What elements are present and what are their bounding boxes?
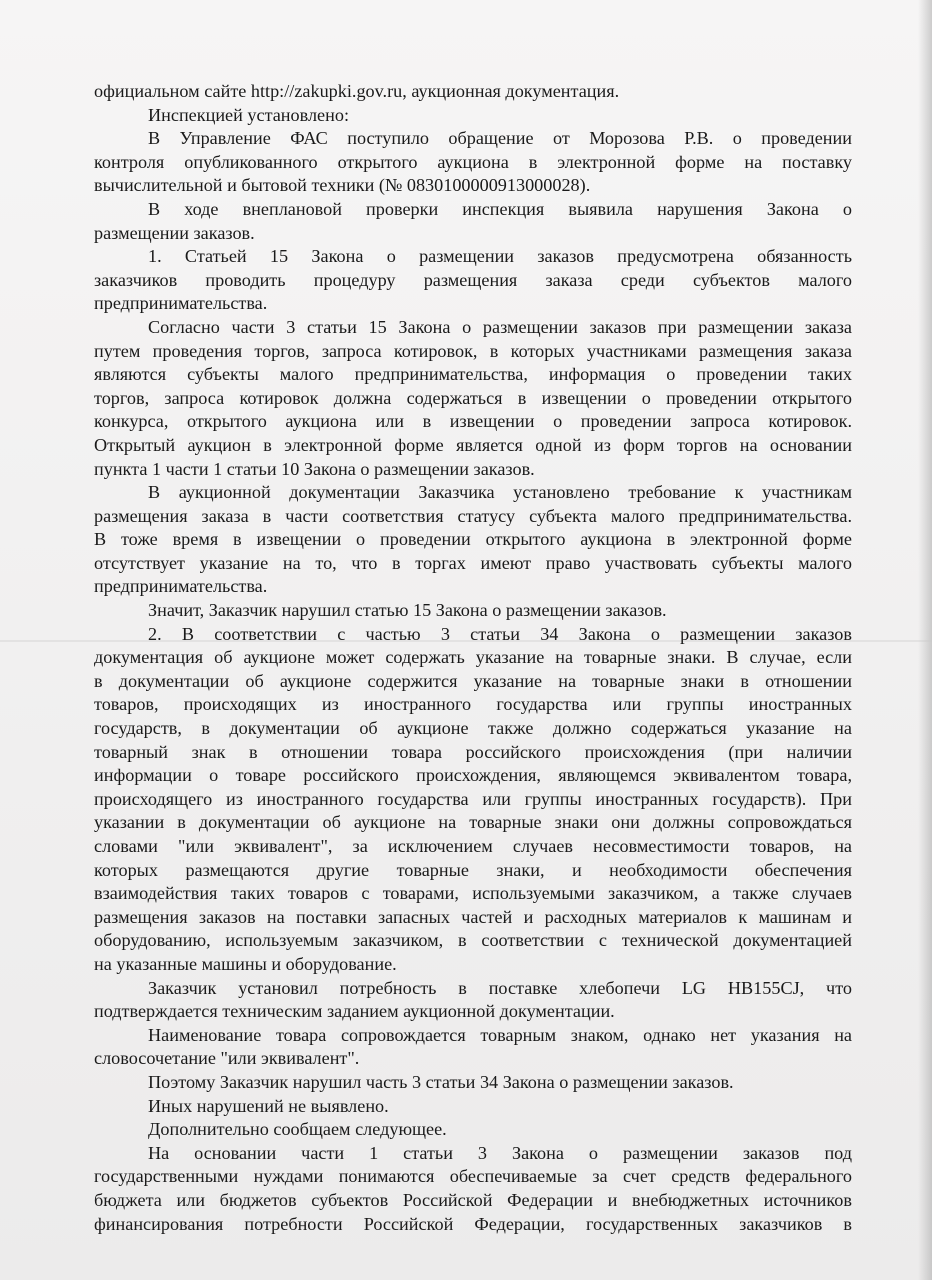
text-line: отсутствует указание на то, что в торгах имеют право участвовать субъекты малого — [94, 552, 852, 573]
text-line: предпринимательства. — [94, 293, 268, 314]
text-line: размещении заказов. — [94, 222, 255, 243]
text-line: Открытый аукцион в электронной форме является одной из форм торгов на основании — [94, 434, 852, 455]
text-line: В аукционной документации Заказчика установлено требование к участникам — [148, 482, 852, 503]
text-line: словами "или эквивалент", за исключением случаев несовместимости товаров, на — [94, 836, 852, 856]
text-line: размещения заказа в части соответствия статусу субъекта малого предпринимательства. — [94, 505, 852, 526]
text-line: которых размещаются другие товарные знаки, и необходимости обеспечения — [94, 859, 852, 880]
text-line: Поэтому Заказчик нарушил часть 3 статьи 34 Закона о размещении заказов. — [148, 1071, 734, 1092]
text-line: размещения заказов на поставки запасных частей и расходных материалов к машинам и — [94, 906, 852, 927]
text-line: путем проведения торгов, запроса котировок, в которых участниками размещения заказа — [94, 340, 852, 361]
text-line: Заказчик установил потребность в поставке хлебопечи LG HB155CJ, что — [148, 977, 852, 998]
text-line: торгов, запроса котировок должна содержаться в извещении о проведении открытого — [94, 387, 852, 408]
document-body — [94, 80, 852, 1236]
text-line: Иных нарушений не выявлено. — [148, 1095, 389, 1116]
text-line: вычислительной и бытовой техники (№ 0830100000913000028). — [94, 175, 591, 196]
text-line: заказчиков проводить процедуру размещения заказа среди субъектов малого — [94, 269, 852, 290]
text-line: являются субъекты малого предпринимательства, информация о проведении таких — [94, 364, 852, 385]
text-line: пункта 1 части 1 статьи 10 Закона о размещении заказов. — [94, 458, 535, 479]
text-line: 1. Статьей 15 Закона о размещении заказов предусмотрена обязанность — [148, 246, 852, 267]
text-line: Инспекцией установлено: — [148, 104, 350, 125]
text-line: Согласно части 3 статьи 15 Закона о размещении заказов при размещении заказа — [148, 316, 852, 337]
text-line: На основании части 1 статьи 3 Закона о размещении заказов под — [148, 1142, 852, 1163]
text-line: бюджета или бюджетов субъектов Российской Федерации и внебюджетных источников — [94, 1189, 852, 1210]
text-line: В тоже время в извещении о проведении открытого аукциона в электронной форме — [94, 529, 852, 550]
text-line: государств, в документации об аукционе также должно содержаться указание на — [94, 718, 852, 739]
text-line: на указанные машины и оборудование. — [94, 953, 397, 974]
text-line: государственными нуждами понимаются обеспечиваемые за счет средств федерального — [94, 1166, 852, 1187]
text-line: официальном сайте http://zakupki.gov.ru, аукционная документация. — [94, 81, 620, 101]
text-line: подтверждается техническим заданием аукционной документации. — [94, 1001, 615, 1022]
text-line: предпринимательства. — [94, 576, 268, 597]
text-line: 2. В соответствии с частью 3 статьи 34 Закона о размещении заказов — [148, 623, 852, 644]
text-line: В Управление ФАС поступило обращение от Морозова Р.В. о проведении — [148, 128, 852, 149]
text-line: Дополнительно сообщаем следующее. — [148, 1119, 447, 1140]
text-line: конкурса, открытого аукциона или в извещении о проведении запроса котировок. — [94, 411, 852, 432]
text-line: товаров, происходящих из иностранного государства или группы иностранных — [94, 694, 852, 715]
text-line: указании в документации об аукционе на товарные знаки они должны сопровождаться — [94, 812, 852, 833]
text-line: контроля опубликованного открытого аукциона в электронной форме на поставку — [94, 151, 852, 172]
text-line: финансирования потребности Российской Федерации, государственных заказчиков в — [94, 1213, 852, 1234]
text-line: информации о товаре российского происхождения, являющемся эквивалентом товара, — [94, 765, 852, 786]
text-line: в документации об аукционе содержится указание на товарные знаки в отношении — [94, 670, 852, 691]
text-line: документация об аукционе может содержать указание на товарные знаки. В случае, если — [94, 647, 852, 668]
text-line: оборудованию, используемым заказчиком, в соответствии с технической документацией — [94, 930, 852, 951]
text-line: В ходе внеплановой проверки инспекция выявила нарушения Закона о — [148, 198, 852, 219]
text-line: словосочетание "или эквивалент". — [94, 1048, 360, 1069]
text-line: товарный знак в отношении товара российского происхождения (при наличии — [94, 741, 852, 762]
text-line: Значит, Заказчик нарушил статью 15 Закона о размещении заказов. — [148, 600, 667, 621]
text-line: Наименование товара сопровождается товарным знаком, однако нет указания на — [148, 1024, 852, 1045]
text-line: происходящего из иностранного государства или группы иностранных государств). При — [94, 788, 852, 809]
text-line: взаимодействия таких товаров с товарами, используемыми заказчиком, а также случаев — [94, 883, 852, 904]
